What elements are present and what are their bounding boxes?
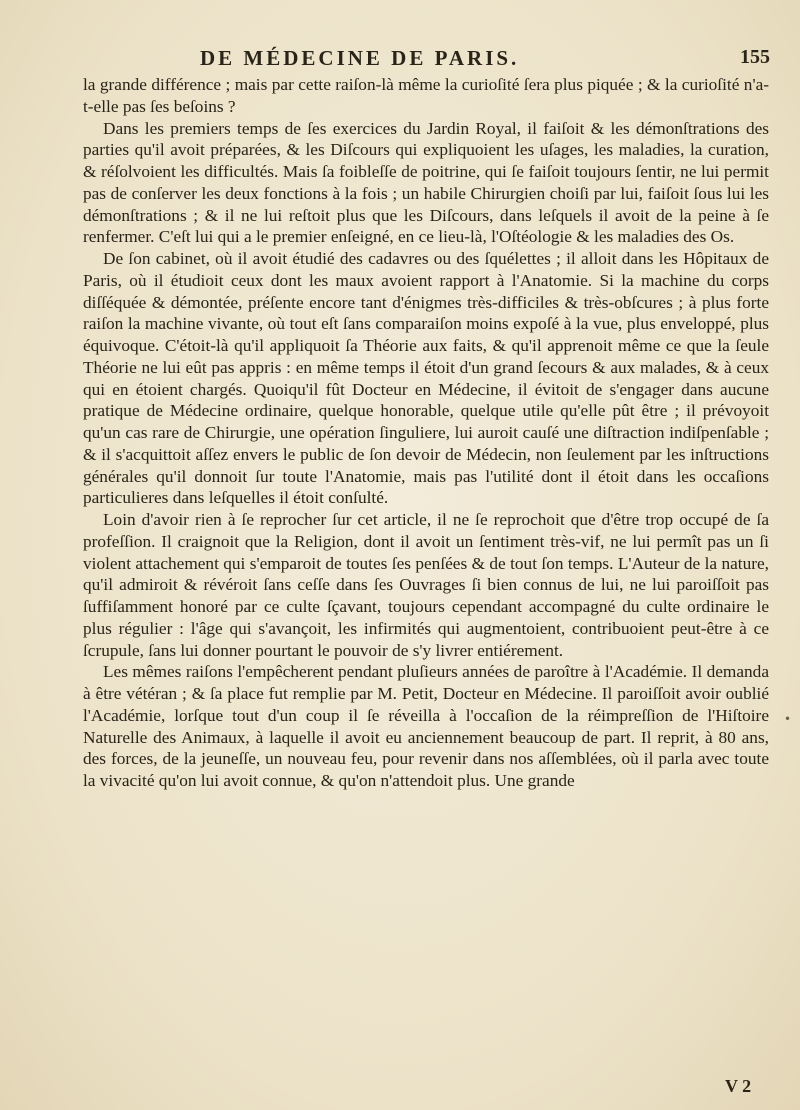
- signature-mark: V 2: [725, 1076, 752, 1096]
- paragraph-religion: Loin d'avoir rien à ſe reprocher ſur cet article, il ne ſe reprochoit que d'être trop occupé de ſa profeſſion. Il craignoit que la Religion, dont il avoit un ſentiment très-vif, ne lui permît pas un ſi violent attachement qui s'emparoit de toutes ſes penſées & de tout ſon temps. L'Auteur de la nature, qu'il admiroit & révéroit ſans ceſſe dans ſes Ouvrages ſi bien connus de lui, ne lui paroiſſoit pas ſuffiſamment honoré par ce culte ſçavant, toujours cependant accompagné du culte ordinaire le plus régulier : l'âge qui s'avançoit, les infirmités qui augmentoient, contribuoient peut-être à ce ſcrupule, ſans lui donner pourtant le pouvoir de s'y livrer entiérement.: [83, 510, 769, 660]
- running-head: DE MÉDECINE DE PARIS.: [200, 46, 520, 70]
- body-text: [83, 74, 769, 792]
- paragraph-jardin-royal: Dans les premiers temps de ſes exercices du Jardin Royal, il faiſoit & les démonſtrations des parties qu'il avoit préparées, & les Diſcours qui expliquoient les uſages, les maladies, la curation, & réſolvoient les difficultés. Mais ſa foibleſſe de poitrine, qui ſe faiſoit toujours ſentir, ne lui permit pas de conſerver les deux fonctions à la fois ; un habile Chirurgien choiſi par lui, faiſoit ſous lui les démonſtrations ; & il ne lui reſtoit plus que les Diſcours, dans leſquels il avoit de la peine à ſe renfermer. C'eſt lui qui a le premier enſeigné, en ce lieu-là, l'Oſtéologie & les maladies des Os.: [83, 118, 769, 247]
- paragraph-academie: Les mêmes raiſons l'empêcherent pendant pluſieurs années de paroître à l'Académie. Il demanda à être vétéran ; & ſa place fut remplie par M. Petit, Docteur en Médecine. Il paroiſſoit avoir oublié l'Académie, lorſque tout d'un coup il ſe réveilla à l'occaſion de la réimpreſſion de l'Hiſtoire Naturelle des Animaux, à laquelle il avoit eu anciennement beaucoup de part. Il reprit, à 80 ans, des forces, de la jeuneſſe, un nouveau feu, pour revenir dans nos aſſemblées, où il parla avec toute la vivacité qu'on lui avoit connue, & qu'on n'attendoit plus. Une grande: [83, 662, 769, 790]
- paragraph-continuation: la grande différence ; mais par cette raiſon-là même la curioſité ſera plus piquée ; & la curioſité n'a-t-elle pas ſes beſoins ?: [83, 75, 769, 116]
- page-number: 155: [740, 46, 770, 68]
- margin-mark: •: [784, 712, 792, 726]
- page-header: [80, 46, 770, 76]
- paragraph-cabinet: De ſon cabinet, où il avoit étudié des cadavres ou des ſquélettes ; il alloit dans les Hôpitaux de Paris, où il étudioit ceux dont les maux avoient rapport à l'Anatomie. Si la machine du corps diſſéquée & démontée, préſente encore tant d'énigmes très-difficiles & très-obſcures ; à plus forte raiſon la machine vivante, où tout eſt ſans comparaiſon moins expoſé à la vue, plus enveloppé, plus équivoque. C'étoit-là qu'il appliquoit ſa Théorie aux faits, & qu'il apprenoit même ce que la ſeule Théorie ne lui eût pas appris : en même temps il étoit d'un grand ſecours & aux malades, & à ceux qui en étoient chargés. Quoiqu'il fût Docteur en Médecine, il évitoit de s'engager dans aucune pratique de Médecine ordinaire, quelque honorable, quelque utile qu'elle pût être ; il prévoyoit qu'un cas rare de Chirurgie, une opération ſinguliere, lui auroit cauſé une diſtraction indiſpenſable ; & il s'acquittoit aſſez envers le public de ſon devoir de Médecin, non ſeulement par les inſtructions générales qu'il donnoit ſur toute l'Anatomie, mais pas l'utilité dont il étoit dans les occaſions particulieres dans leſquelles il étoit conſulté.: [83, 249, 769, 508]
